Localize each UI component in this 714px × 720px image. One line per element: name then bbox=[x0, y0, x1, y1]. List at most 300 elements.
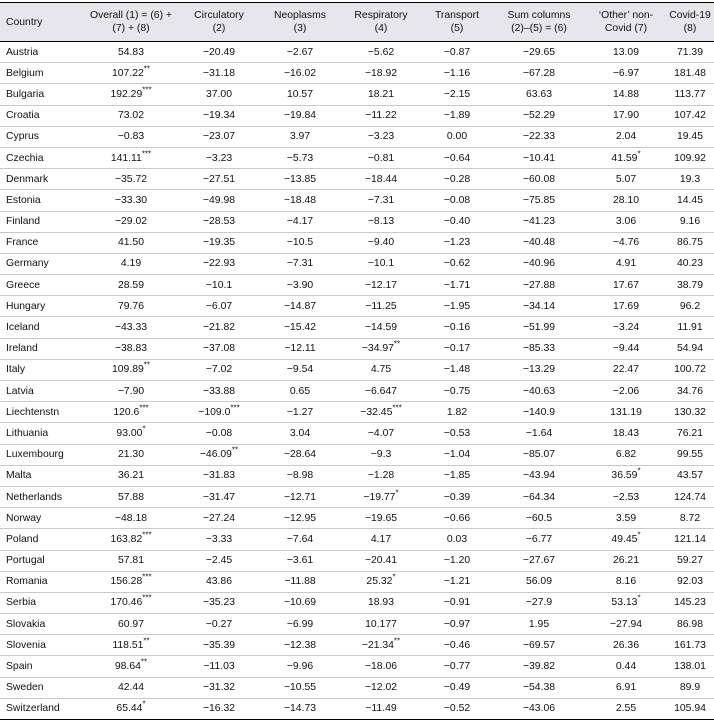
value-cell: 181.48 bbox=[674, 67, 706, 79]
country-cell: Finland bbox=[0, 211, 84, 232]
value-cell: −41.23 bbox=[492, 211, 586, 232]
value-cell: 4.91 bbox=[586, 253, 666, 274]
value-cell: 63.63 bbox=[492, 84, 586, 105]
value-cell: −10.1 bbox=[340, 253, 422, 274]
value-cell: −8.98 bbox=[260, 465, 340, 486]
value-cell: −1.27 bbox=[286, 406, 314, 418]
value-cell: −14.87 bbox=[260, 296, 340, 317]
mortality-table bbox=[0, 2, 714, 720]
value-cell: 26.21 bbox=[586, 550, 666, 571]
country-cell: Luxembourg bbox=[6, 449, 64, 461]
value-cell: 89.9 bbox=[666, 677, 714, 698]
table-header bbox=[0, 3, 714, 42]
value-cell: 5.07 bbox=[586, 169, 666, 190]
value-cell: −1.04 bbox=[443, 449, 471, 461]
value-cell: −7.90 bbox=[84, 381, 178, 402]
country-cell: Greece bbox=[6, 279, 41, 291]
value-cell: −2.45 bbox=[178, 550, 260, 571]
value-cell: −0.77 bbox=[443, 661, 471, 673]
table-row bbox=[0, 402, 714, 423]
value-cell: −12.38 bbox=[260, 635, 340, 656]
value-cell: 17.67 bbox=[612, 279, 639, 291]
column-header: Covid-19 (8) bbox=[669, 10, 711, 34]
value-cell: 21.30 bbox=[117, 449, 144, 461]
value-cell: −35.23 bbox=[178, 592, 260, 613]
country-cell: France bbox=[6, 237, 39, 249]
value-cell: −19.77* bbox=[363, 488, 399, 503]
table-row bbox=[0, 338, 714, 359]
value-cell: −1.28 bbox=[340, 465, 422, 486]
value-cell: 4.75 bbox=[370, 364, 392, 376]
value-cell: −0.39 bbox=[443, 491, 471, 503]
value-cell: 54.83 bbox=[84, 42, 178, 63]
value-cell: −43.33 bbox=[114, 322, 148, 334]
value-cell: −10.1 bbox=[205, 279, 233, 291]
value-cell: 17.69 bbox=[586, 296, 666, 317]
value-cell: −0.17 bbox=[422, 338, 492, 359]
value-cell: −60.08 bbox=[492, 169, 586, 190]
value-cell: 6.91 bbox=[586, 677, 666, 698]
value-cell: −1.71 bbox=[443, 279, 471, 291]
value-cell: 130.32 bbox=[674, 406, 706, 418]
value-cell: −34.97** bbox=[340, 338, 422, 359]
value-cell: 113.77 bbox=[666, 84, 714, 105]
value-cell: −1.21 bbox=[443, 576, 471, 588]
value-cell: −21.82 bbox=[202, 322, 236, 334]
value-cell: −11.88 bbox=[284, 576, 316, 588]
value-cell: 59.27 bbox=[666, 550, 714, 571]
value-cell: 22.47 bbox=[612, 364, 639, 376]
value-cell: −54.38 bbox=[492, 677, 586, 698]
value-cell: 25.32* bbox=[366, 572, 396, 588]
country-cell: Slovakia bbox=[6, 618, 46, 630]
value-cell: −46.09** bbox=[199, 445, 239, 461]
table-row bbox=[0, 169, 714, 190]
table-row bbox=[0, 635, 714, 656]
value-cell: −27.24 bbox=[178, 508, 260, 529]
value-cell: 86.75 bbox=[676, 237, 703, 249]
value-cell: −13.29 bbox=[522, 364, 556, 376]
value-cell: 40.23 bbox=[666, 253, 714, 274]
table-row bbox=[0, 571, 714, 592]
value-cell: −0.08 bbox=[178, 423, 260, 444]
value-cell: 41.59* bbox=[611, 149, 641, 164]
value-cell: 109.92 bbox=[674, 152, 706, 164]
value-cell: −12.71 bbox=[283, 491, 317, 503]
country-cell: Hungary bbox=[0, 296, 84, 317]
value-cell: 107.22** bbox=[111, 64, 150, 79]
column-header: Respiratory (4) bbox=[354, 10, 408, 34]
value-cell: 100.72 bbox=[674, 364, 706, 376]
value-cell: 93.00* bbox=[84, 423, 178, 444]
value-cell: −31.18 bbox=[202, 67, 236, 79]
value-cell: 1.95 bbox=[528, 618, 550, 630]
value-cell: 107.42 bbox=[674, 110, 706, 122]
value-cell: 4.17 bbox=[370, 533, 392, 545]
value-cell: −0.83 bbox=[84, 126, 178, 147]
value-cell: 53.13* bbox=[586, 592, 666, 613]
value-cell: 37.00 bbox=[178, 84, 260, 105]
column-header: Circulatory (2) bbox=[194, 10, 244, 34]
value-cell: −0.49 bbox=[422, 677, 492, 698]
value-cell: 0.00 bbox=[422, 126, 492, 147]
value-cell: −31.32 bbox=[178, 677, 260, 698]
value-cell: 60.97 bbox=[117, 618, 144, 630]
value-cell: 9.16 bbox=[666, 211, 714, 232]
country-cell: Spain bbox=[6, 661, 33, 673]
country-cell: Denmark bbox=[0, 169, 84, 190]
value-cell: −3.90 bbox=[286, 279, 314, 291]
country-cell: Poland bbox=[6, 533, 39, 545]
value-cell: −51.99 bbox=[522, 322, 556, 334]
value-cell: 8.72 bbox=[666, 508, 714, 529]
value-cell: 99.55 bbox=[676, 449, 703, 461]
value-cell: −52.29 bbox=[522, 110, 556, 122]
value-cell: 109.89** bbox=[111, 360, 150, 376]
table-row bbox=[0, 656, 714, 677]
value-cell: 120.6*** bbox=[113, 403, 149, 418]
value-cell: 98.64** bbox=[114, 657, 148, 673]
value-cell: −5.73 bbox=[286, 152, 314, 164]
value-cell: −32.45*** bbox=[360, 403, 402, 418]
country-cell: Slovenia bbox=[0, 635, 84, 656]
value-cell: −1.89 bbox=[443, 110, 471, 122]
value-cell: 36.21 bbox=[84, 465, 178, 486]
value-cell: −40.96 bbox=[492, 253, 586, 274]
value-cell: 0.03 bbox=[446, 533, 468, 545]
table-row bbox=[0, 465, 714, 486]
value-cell: 3.59 bbox=[586, 508, 666, 529]
value-cell: −38.83 bbox=[84, 338, 178, 359]
value-cell: −2.06 bbox=[586, 381, 666, 402]
value-cell: −31.83 bbox=[178, 465, 260, 486]
value-cell: 2.04 bbox=[586, 126, 666, 147]
value-cell: −43.94 bbox=[492, 465, 586, 486]
value-cell: 42.44 bbox=[84, 677, 178, 698]
value-cell: −10.41 bbox=[522, 152, 556, 164]
country-cell: Iceland bbox=[6, 322, 40, 334]
value-cell: −18.06 bbox=[364, 661, 398, 673]
value-cell: 43.57 bbox=[666, 465, 714, 486]
value-cell: −22.93 bbox=[178, 253, 260, 274]
value-cell: −1.85 bbox=[422, 465, 492, 486]
value-cell: 17.90 bbox=[612, 110, 639, 122]
value-cell: −10.55 bbox=[260, 677, 340, 698]
value-cell: −0.91 bbox=[422, 592, 492, 613]
value-cell: −10.5 bbox=[286, 237, 314, 249]
value-cell: −18.44 bbox=[340, 169, 422, 190]
column-header: Neoplasms (3) bbox=[274, 10, 326, 34]
value-cell: −18.92 bbox=[364, 67, 398, 79]
value-cell: 192.29*** bbox=[84, 84, 178, 105]
value-cell: −27.9 bbox=[492, 592, 586, 613]
table-row bbox=[0, 444, 714, 465]
value-cell: 76.21 bbox=[666, 423, 714, 444]
value-cell: −0.28 bbox=[422, 169, 492, 190]
value-cell: −9.3 bbox=[370, 449, 392, 461]
table-row bbox=[0, 190, 714, 211]
country-cell: Belgium bbox=[6, 67, 44, 79]
country-cell: Ireland bbox=[0, 338, 84, 359]
value-cell: −39.82 bbox=[522, 661, 556, 673]
value-cell: −12.17 bbox=[364, 279, 398, 291]
value-cell: −60.5 bbox=[492, 508, 586, 529]
value-cell: 36.59* bbox=[586, 465, 666, 486]
value-cell: −0.16 bbox=[443, 322, 471, 334]
value-cell: −9.40 bbox=[367, 237, 395, 249]
value-cell: −35.72 bbox=[84, 169, 178, 190]
value-cell: −27.94 bbox=[609, 618, 643, 630]
value-cell: −28.53 bbox=[178, 211, 260, 232]
value-cell: −31.47 bbox=[202, 491, 236, 503]
value-cell: −9.96 bbox=[286, 661, 314, 673]
value-cell: 49.45* bbox=[611, 530, 641, 545]
value-cell: −9.54 bbox=[286, 364, 314, 376]
table-row bbox=[0, 42, 714, 63]
value-cell: 131.19 bbox=[610, 406, 642, 418]
value-cell: −7.31 bbox=[260, 253, 340, 274]
value-cell: −6.77 bbox=[525, 533, 553, 545]
value-cell: −85.07 bbox=[522, 449, 556, 461]
value-cell: −0.27 bbox=[205, 618, 233, 630]
value-cell: −2.53 bbox=[612, 491, 640, 503]
value-cell: −11.25 bbox=[340, 296, 422, 317]
value-cell: −7.31 bbox=[367, 194, 395, 206]
table-row bbox=[0, 486, 714, 507]
value-cell: 1.82 bbox=[446, 406, 468, 418]
country-cell: Latvia bbox=[0, 381, 84, 402]
value-cell: −3.23 bbox=[340, 126, 422, 147]
value-cell: −12.95 bbox=[260, 508, 340, 529]
value-cell: 10.57 bbox=[260, 84, 340, 105]
value-cell: −0.40 bbox=[422, 211, 492, 232]
value-cell: −2.67 bbox=[260, 42, 340, 63]
value-cell: −1.64 bbox=[492, 423, 586, 444]
value-cell: −109.0*** bbox=[198, 403, 240, 418]
value-cell: −6.07 bbox=[178, 296, 260, 317]
table-row bbox=[0, 592, 714, 613]
value-cell: −37.08 bbox=[178, 338, 260, 359]
value-cell: −3.23 bbox=[205, 152, 233, 164]
table-row bbox=[0, 550, 714, 571]
value-cell: −33.88 bbox=[178, 381, 260, 402]
value-cell: −0.81 bbox=[367, 152, 395, 164]
value-cell: 118.51** bbox=[84, 635, 178, 656]
value-cell: −19.35 bbox=[202, 237, 236, 249]
value-cell: −49.98 bbox=[202, 194, 236, 206]
country-cell: Germany bbox=[0, 253, 84, 274]
value-cell: −9.44 bbox=[586, 338, 666, 359]
value-cell: −0.08 bbox=[443, 194, 471, 206]
value-cell: −16.02 bbox=[283, 67, 317, 79]
value-cell: −14.73 bbox=[283, 703, 317, 715]
value-cell: −6.99 bbox=[286, 618, 314, 630]
value-cell: 8.16 bbox=[615, 576, 637, 588]
value-cell: −0.66 bbox=[422, 508, 492, 529]
value-cell: −12.11 bbox=[260, 338, 340, 359]
value-cell: 54.94 bbox=[666, 338, 714, 359]
value-cell: −6.97 bbox=[612, 67, 640, 79]
table-row bbox=[0, 147, 714, 168]
table-row bbox=[0, 275, 714, 296]
country-cell: Netherlands bbox=[6, 491, 63, 503]
value-cell: 18.93 bbox=[340, 592, 422, 613]
country-cell: Croatia bbox=[6, 110, 40, 122]
value-cell: 14.88 bbox=[586, 84, 666, 105]
table-row bbox=[0, 698, 714, 719]
value-cell: −21.34** bbox=[340, 635, 422, 656]
table-row bbox=[0, 105, 714, 126]
value-cell: 124.74 bbox=[674, 491, 706, 503]
value-cell: −27.67 bbox=[492, 550, 586, 571]
value-cell: 105.94 bbox=[674, 703, 706, 715]
value-cell: 18.43 bbox=[586, 423, 666, 444]
value-cell: 11.91 bbox=[677, 322, 703, 334]
value-cell: 156.28*** bbox=[110, 572, 152, 588]
value-cell: 57.88 bbox=[117, 491, 144, 503]
value-cell: 138.01 bbox=[674, 661, 706, 673]
value-cell: −2.15 bbox=[422, 84, 492, 105]
value-cell: −0.62 bbox=[422, 253, 492, 274]
value-cell: −10.69 bbox=[260, 592, 340, 613]
value-cell: −11.22 bbox=[365, 110, 397, 122]
country-cell: Lithuania bbox=[0, 423, 84, 444]
table-row bbox=[0, 63, 714, 84]
value-cell: −7.64 bbox=[286, 533, 314, 545]
value-cell: −4.17 bbox=[260, 211, 340, 232]
value-cell: 141.11*** bbox=[110, 149, 152, 164]
value-cell: 4.19 bbox=[84, 253, 178, 274]
value-cell: 3.97 bbox=[260, 126, 340, 147]
value-cell: −14.59 bbox=[364, 322, 398, 334]
value-cell: −40.48 bbox=[522, 237, 556, 249]
value-cell: −64.34 bbox=[522, 491, 556, 503]
value-cell: −1.20 bbox=[422, 550, 492, 571]
value-cell: −0.52 bbox=[443, 703, 471, 715]
value-cell: −27.51 bbox=[178, 169, 260, 190]
country-cell: Portugal bbox=[0, 550, 84, 571]
value-cell: 86.98 bbox=[676, 618, 703, 630]
value-cell: −16.32 bbox=[202, 703, 236, 715]
country-cell: Austria bbox=[0, 42, 84, 63]
value-cell: 38.79 bbox=[676, 279, 703, 291]
value-cell: −13.85 bbox=[260, 169, 340, 190]
value-cell: 121.14 bbox=[674, 533, 706, 545]
table-row bbox=[0, 529, 714, 550]
table-row bbox=[0, 126, 714, 147]
value-cell: −19.34 bbox=[202, 110, 236, 122]
table-row bbox=[0, 211, 714, 232]
country-cell: Estonia bbox=[6, 194, 41, 206]
value-cell: 19.45 bbox=[666, 126, 714, 147]
table-row bbox=[0, 423, 714, 444]
column-header: Sum columns (2)–(5) = (6) bbox=[507, 10, 571, 34]
column-header: Country bbox=[6, 16, 43, 28]
country-cell: Malta bbox=[0, 465, 84, 486]
value-cell: −0.46 bbox=[422, 635, 492, 656]
value-cell: −6.647 bbox=[340, 381, 422, 402]
value-cell: −28.64 bbox=[283, 449, 317, 461]
column-header: ‘Other’ non- Covid (7) bbox=[598, 10, 654, 34]
value-cell: 6.82 bbox=[615, 449, 637, 461]
value-cell: −0.64 bbox=[443, 152, 471, 164]
value-cell: −12.02 bbox=[340, 677, 422, 698]
value-cell: −69.57 bbox=[492, 635, 586, 656]
value-cell: −20.41 bbox=[340, 550, 422, 571]
value-cell: 0.44 bbox=[615, 661, 637, 673]
country-cell: Italy bbox=[6, 364, 26, 376]
value-cell: −1.95 bbox=[422, 296, 492, 317]
country-cell: Norway bbox=[0, 508, 84, 529]
value-cell: 28.10 bbox=[612, 194, 639, 206]
value-cell: 161.73 bbox=[666, 635, 714, 656]
country-cell: Romania bbox=[6, 576, 48, 588]
value-cell: 19.3 bbox=[666, 169, 714, 190]
value-cell: 170.46*** bbox=[84, 592, 178, 613]
table-row bbox=[0, 381, 714, 402]
value-cell: −85.33 bbox=[492, 338, 586, 359]
value-cell: −4.07 bbox=[340, 423, 422, 444]
value-cell: 10.177 bbox=[365, 618, 397, 630]
table-row bbox=[0, 84, 714, 105]
country-cell: Liechtenstn bbox=[6, 406, 60, 418]
value-cell: −19.84 bbox=[283, 110, 317, 122]
value-cell: 73.02 bbox=[117, 110, 144, 122]
value-cell: 79.76 bbox=[84, 296, 178, 317]
value-cell: 26.36 bbox=[586, 635, 666, 656]
table-row bbox=[0, 317, 714, 338]
table-row bbox=[0, 677, 714, 698]
value-cell: 163.82*** bbox=[110, 530, 152, 545]
country-cell: Cyprus bbox=[0, 126, 84, 147]
value-cell: −0.87 bbox=[422, 42, 492, 63]
value-cell: −23.07 bbox=[178, 126, 260, 147]
value-cell: 28.59 bbox=[117, 279, 144, 291]
value-cell: −75.85 bbox=[522, 194, 556, 206]
value-cell: −20.49 bbox=[178, 42, 260, 63]
value-cell: −48.18 bbox=[84, 508, 178, 529]
value-cell: 41.50 bbox=[117, 237, 144, 249]
value-cell: −11.49 bbox=[365, 703, 397, 715]
value-cell: −29.65 bbox=[492, 42, 586, 63]
country-cell: Czechia bbox=[6, 152, 44, 164]
value-cell: 3.06 bbox=[586, 211, 666, 232]
table-body bbox=[0, 42, 714, 720]
value-cell: 65.44* bbox=[116, 699, 146, 715]
value-cell: −3.24 bbox=[612, 322, 640, 334]
table-row bbox=[0, 359, 714, 380]
value-cell: −3.33 bbox=[205, 533, 233, 545]
value-cell: 2.55 bbox=[615, 703, 637, 715]
table-row bbox=[0, 614, 714, 635]
value-cell: 18.21 bbox=[340, 84, 422, 105]
value-cell: −18.48 bbox=[283, 194, 317, 206]
column-header: Transport (5) bbox=[434, 10, 480, 34]
value-cell: −19.65 bbox=[340, 508, 422, 529]
value-cell: −0.97 bbox=[443, 618, 471, 630]
value-cell: 56.09 bbox=[525, 576, 552, 588]
value-cell: −1.16 bbox=[443, 67, 471, 79]
value-cell: −140.9 bbox=[522, 406, 556, 418]
value-cell: 145.23 bbox=[666, 592, 714, 613]
value-cell: −35.39 bbox=[178, 635, 260, 656]
value-cell: −5.62 bbox=[340, 42, 422, 63]
table-row bbox=[0, 508, 714, 529]
table-row bbox=[0, 296, 714, 317]
value-cell: −29.02 bbox=[84, 211, 178, 232]
table-row bbox=[0, 253, 714, 274]
value-cell: 13.09 bbox=[586, 42, 666, 63]
